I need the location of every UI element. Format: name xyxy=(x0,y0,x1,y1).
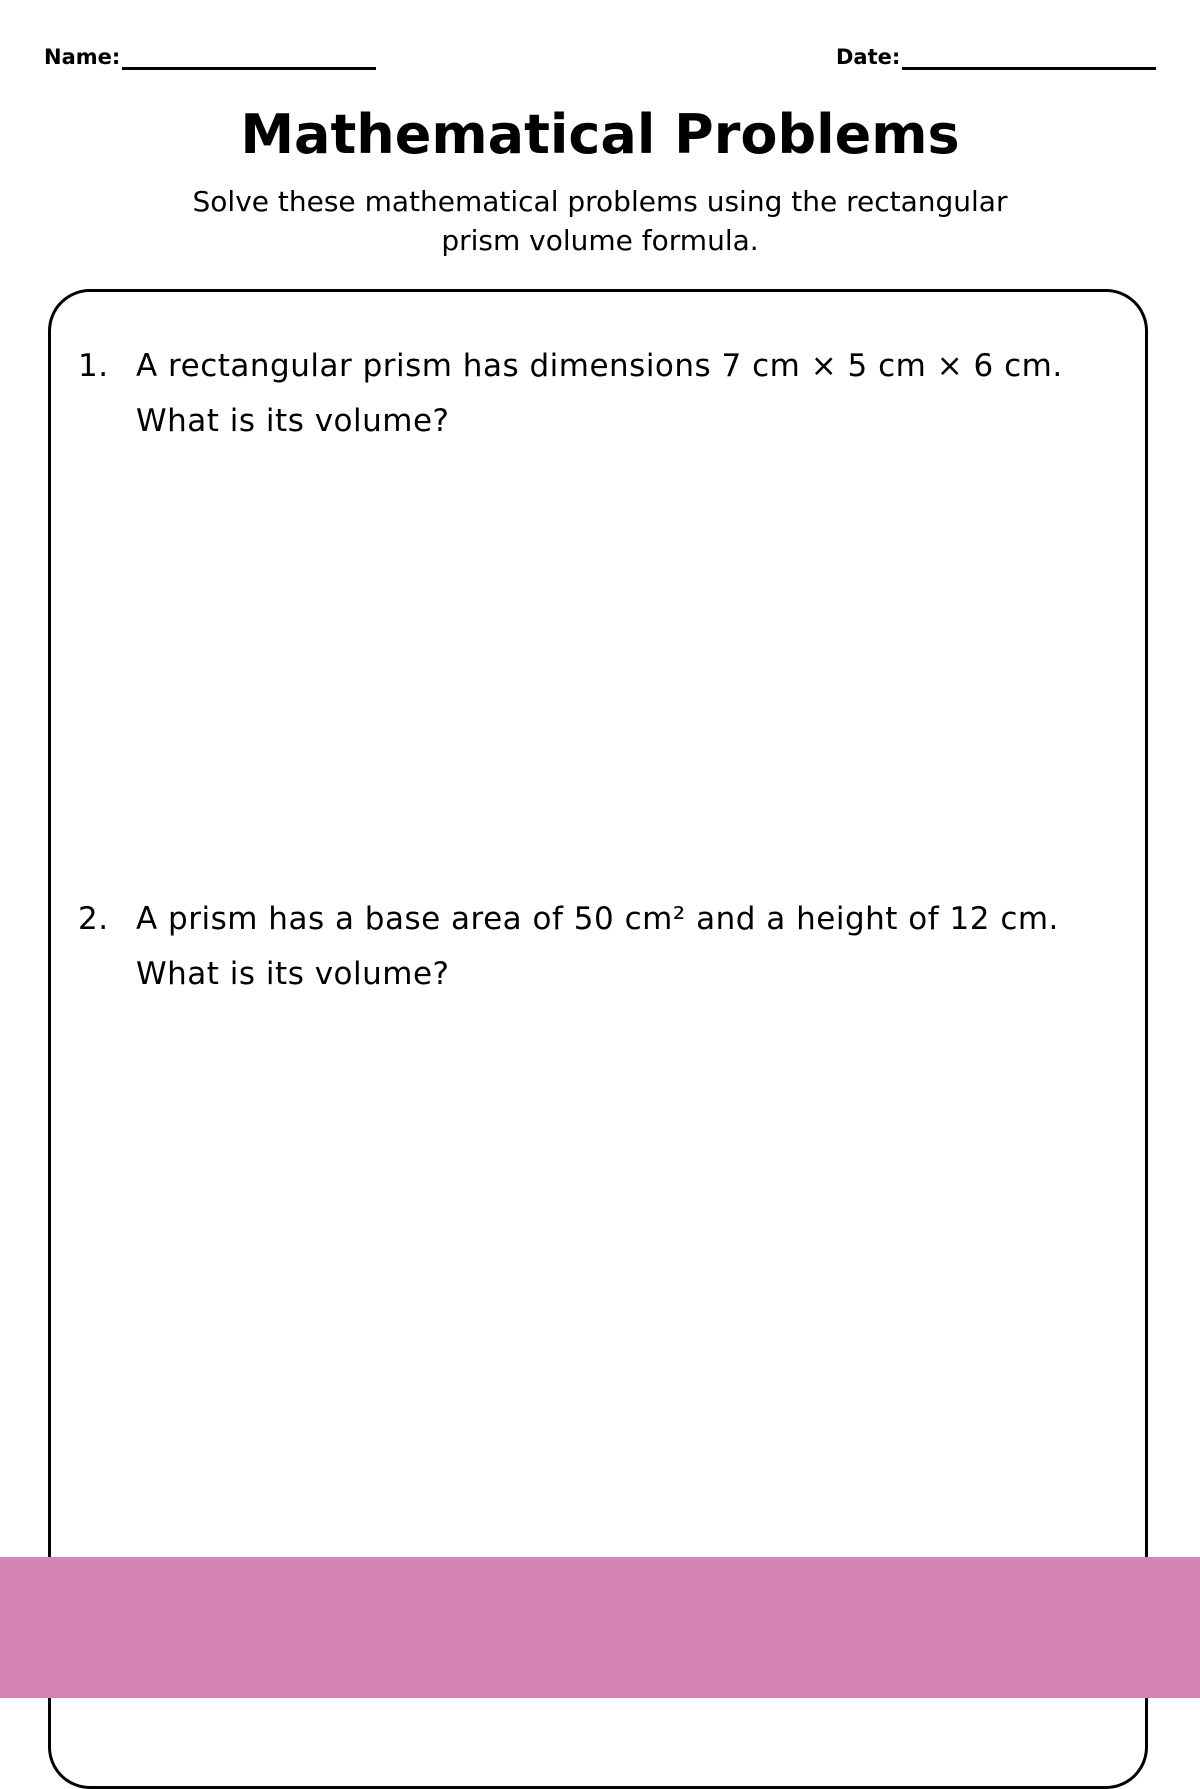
problem-number: 2. xyxy=(78,901,109,937)
name-label: Name: xyxy=(44,45,121,69)
page-title: Mathematical Problems xyxy=(240,103,960,166)
name-field[interactable] xyxy=(44,44,376,70)
footer-band xyxy=(0,1557,1200,1698)
problem-text: A prism has a base area of 50 cm² and a height of 12 cm. What is its volume? xyxy=(136,901,1059,992)
date-field[interactable] xyxy=(836,44,1156,70)
problem-number: 1. xyxy=(78,348,109,384)
date-label: Date: xyxy=(836,45,901,69)
date-blank-line[interactable] xyxy=(902,67,1156,70)
name-blank-line[interactable] xyxy=(122,67,376,70)
problem-item xyxy=(78,892,1128,1002)
problem-item xyxy=(78,339,1128,449)
instructions: Solve these mathematical problems using the rectangular prism volume formula. xyxy=(192,185,1008,257)
problem-text: A rectangular prism has dimensions 7 cm × 5 cm × 6 cm. What is its volume? xyxy=(136,348,1063,439)
